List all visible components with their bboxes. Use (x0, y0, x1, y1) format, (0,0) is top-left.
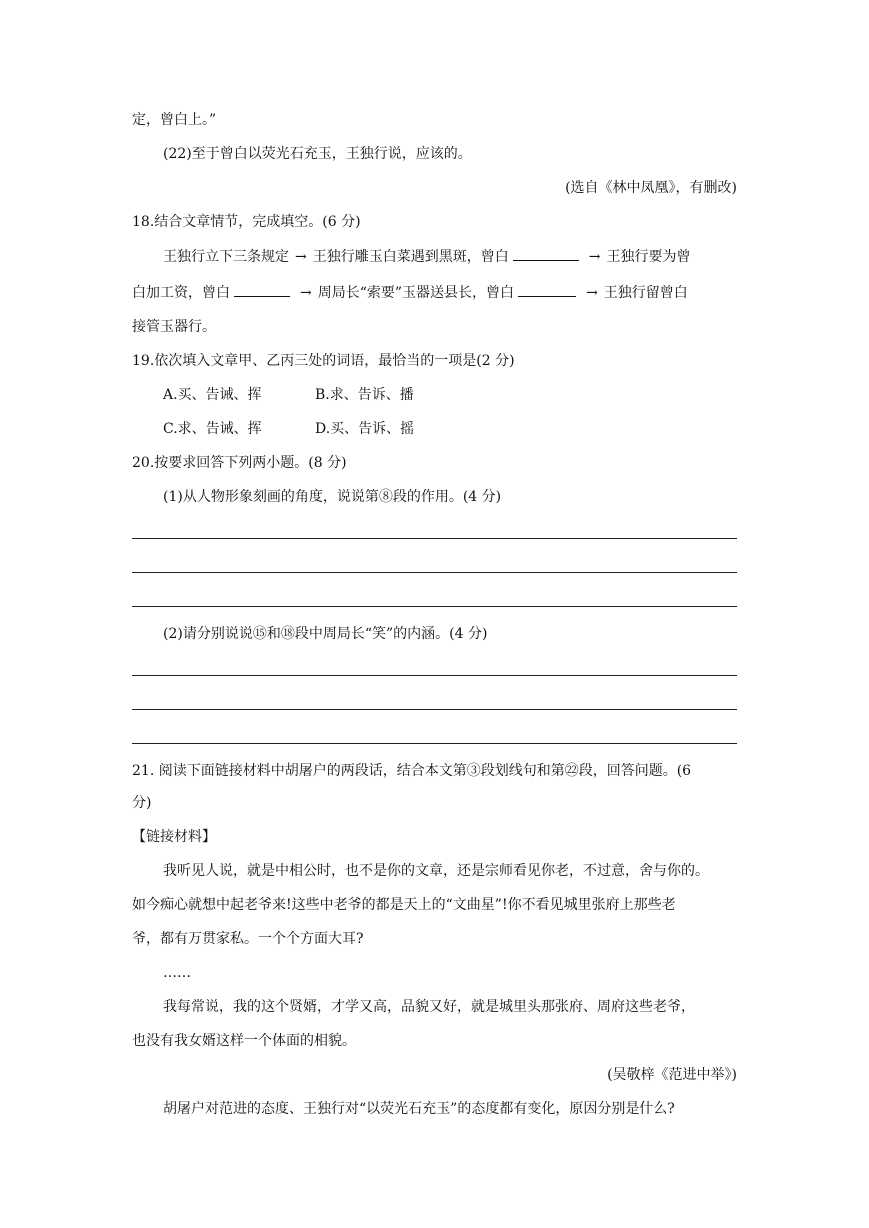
question-20-stem: 20.按要求回答下列两小题。(8 分) (132, 455, 347, 471)
question-18-stem: 18.结合文章情节，完成填空。(6 分) (132, 214, 361, 230)
source-note: (选自《林中凤凰》，有删改) (565, 180, 737, 196)
question-20-sub-1: (1)从人物形象刻画的角度，说说第⑧段的作用。(4 分) (163, 489, 502, 505)
fill-blank-1[interactable] (513, 246, 579, 261)
flow-step-keep: 王独行留曾白 (603, 285, 688, 301)
question-19-stem: 19.依次填入文章甲、乙丙三处的词语，最恰当的一项是(2 分) (132, 353, 515, 369)
flow-step-rules: 王独行立下三条规定 (163, 249, 289, 265)
answer-line[interactable] (132, 572, 737, 573)
link-material-p1-line-2: 如今痴心就想中起老爷来!这些中老爷的都是天上的“文曲星”!你不看见城里张府上那些老 (132, 897, 676, 913)
fill-blank-3[interactable] (518, 282, 576, 297)
question-19-options-row-1 (163, 385, 737, 405)
question-18-flow-line-1 (163, 246, 737, 267)
arrow-icon: → (300, 285, 312, 301)
answer-line[interactable] (132, 743, 737, 744)
answer-line[interactable] (132, 538, 737, 539)
option-a[interactable]: A.买、告诫、挥 (163, 387, 262, 403)
question-18-flow-line-2 (132, 282, 737, 303)
answer-line[interactable] (132, 675, 737, 676)
option-b[interactable]: B.求、告诉、播 (315, 387, 414, 403)
option-d[interactable]: D.买、告诉、摇 (315, 421, 415, 437)
arrow-icon: → (295, 249, 307, 265)
arrow-icon: → (588, 249, 601, 265)
option-c[interactable]: C.求、告诫、挥 (163, 421, 262, 437)
answer-line[interactable] (132, 709, 737, 710)
question-20-sub-2: (2)请分别说说⑮和⑱段中周局长“笑”的内涵。(4 分) (163, 626, 488, 642)
flow-step-black-spot: 王独行雕玉白菜遇到黑斑，曾白 (312, 249, 509, 265)
fill-blank-2[interactable] (234, 282, 290, 297)
flow-step-raise-cont: 白加工资，曾白 (132, 285, 230, 301)
ellipsis: …… (163, 965, 191, 981)
link-material-p2-line-1: 我每常说，我的这个贤婿，才学又高，品貌又好，就是城里头那张府、周府这些老爷， (163, 999, 695, 1015)
link-material-p1-line-3: 爷，都有万贯家私。一个个方面大耳? (132, 931, 364, 947)
link-material-title: 【链接材料】 (132, 829, 216, 845)
question-21-stem-line-1: 21. 阅读下面链接材料中胡屠户的两段话，结合本文第③段划线句和第㉒段，回答问题。(6 (132, 763, 692, 779)
question-19-options-row-2 (163, 419, 737, 439)
paragraph-22: (22)至于曾白以荧光石充玉，王独行说，应该的。 (163, 146, 472, 162)
question-21-stem-line-2: 分) (132, 795, 152, 811)
link-material-p1-line-1: 我听见人说，就是中相公时，也不是你的文章，还是宗师看见你老，不过意，舍与你的。 (163, 863, 709, 879)
arrow-icon: → (586, 285, 598, 301)
link-material-p2-line-2: 也没有我女婿这样一个体面的相貌。 (132, 1033, 356, 1049)
question-18-flow-line-3: 接管玉器行。 (132, 319, 216, 335)
flow-step-jade-gift: 周局长“索要”玉器送县长，曾白 (317, 285, 515, 301)
citation: (吴敬梓《范进中举》) (607, 1067, 737, 1083)
flow-step-raise: 王独行要为曾 (606, 249, 691, 265)
question-21-prompt: 胡屠户对范进的态度、王独行对“以荧光石充玉”的态度都有变化，原因分别是什么? (163, 1101, 675, 1117)
paragraph-continuation: 定，曾白上。” (132, 112, 217, 128)
answer-line[interactable] (132, 606, 737, 607)
